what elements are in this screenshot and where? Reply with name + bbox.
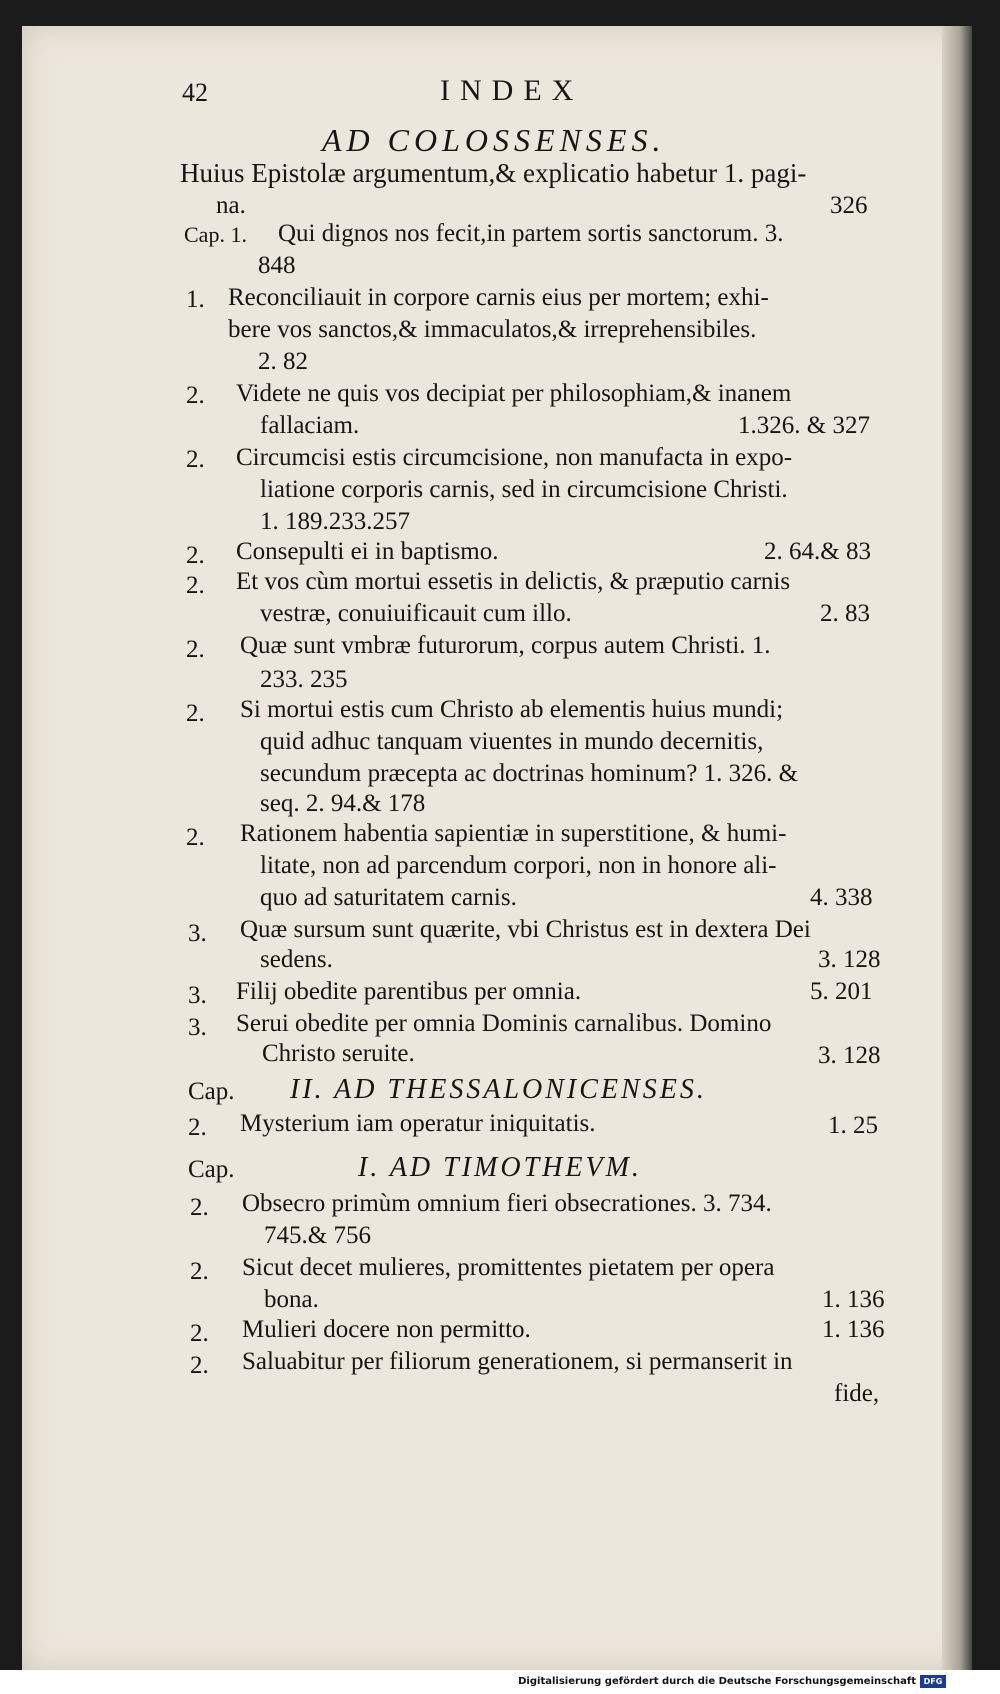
entry-ref: 2. 64.& 83 <box>764 538 871 565</box>
entry-line: Serui obedite per omnia Dominis carnalibus. Domino <box>236 1010 772 1037</box>
entry-line: Mulieri docere non permitto. <box>242 1316 531 1343</box>
entry-line: Circumcisi estis circumcisione, non manufacta in expo- <box>236 444 793 471</box>
entry-line: Filij obedite parentibus per omnia. <box>236 978 582 1005</box>
chapter-label: 2. <box>190 1320 209 1347</box>
entry-line: Si mortui estis cum Christo ab elementis huius mundi; <box>240 696 784 723</box>
entry-line: Saluabitur per filiorum generationem, si permanserit in <box>242 1348 793 1375</box>
entry-line: liatione corporis carnis, sed in circumcisione Christi. <box>260 476 788 503</box>
entry-line: vestræ, conuiuificauit cum illo. <box>260 600 572 627</box>
entry-ref: 5. 201 <box>810 978 873 1005</box>
digitization-credit: Digitalisierung gefördert durch die Deutsche Forschungsgemeinschaft <box>518 1676 916 1687</box>
entry-line: 848 <box>258 252 296 279</box>
entry-line: 233. 235 <box>260 666 348 693</box>
chapter-label: 2. <box>188 1114 207 1141</box>
entry-line: Rationem habentia sapientiæ in superstitione, & humi- <box>240 820 787 847</box>
chapter-label: Cap. 1. <box>184 222 247 247</box>
chapter-label: 2. <box>190 1258 209 1285</box>
entry-line: Mysterium iam operatur iniquitatis. <box>240 1110 596 1137</box>
entry-line: Obsecro primùm omnium fieri obsecrationes. 3. 734. <box>242 1190 772 1217</box>
intro-line: Huius Epistolæ argumentum,& explicatio habetur 1. pagi- <box>180 158 807 188</box>
entry-line: 2. 82 <box>258 348 308 375</box>
entry-line: Consepulti ei in baptismo. <box>236 538 499 565</box>
chapter-label: 2. <box>190 1352 209 1379</box>
chapter-label: 2. <box>186 542 205 569</box>
entry-line: Quæ sursum sunt quærite, vbi Christus est in dextera Dei <box>240 916 811 943</box>
entry-ref: 4. 338 <box>810 884 873 911</box>
chapter-label: 2. <box>186 824 205 851</box>
entry-ref: 1.326. & 327 <box>738 412 870 439</box>
entry-ref: 3. 128 <box>818 1042 881 1069</box>
entry-line: quid adhuc tanquam viuentes in mundo decernitis, <box>260 728 764 755</box>
entry-line: Sicut decet mulieres, promittentes pietatem per opera <box>242 1254 775 1281</box>
chapter-label: 2. <box>186 382 205 409</box>
section-heading-thessalonicenses: II. AD THESSALONICENSES. <box>290 1074 707 1105</box>
entry-line: bere vos sanctos,& immaculatos,& irreprehensibiles. <box>228 316 757 343</box>
entry-line: bona. <box>264 1286 319 1313</box>
entry-ref: 3. 128 <box>818 946 881 973</box>
book-page <box>22 26 972 1670</box>
entry-line: fallaciam. <box>260 412 360 439</box>
entry-line: litate, non ad parcendum corpori, non in honore ali- <box>260 852 777 879</box>
chapter-label: 2. <box>190 1194 209 1221</box>
entry-ref: 1. 25 <box>828 1112 878 1139</box>
chapter-label: 3. <box>188 920 207 947</box>
entry-line: fide, <box>834 1380 880 1407</box>
entry-line: Reconciliauit in corpore carnis eius per mortem; exhi- <box>228 284 769 311</box>
page-number: 42 <box>182 78 208 107</box>
entry-line: Quæ sunt vmbræ futurorum, corpus autem Christi. 1. <box>240 632 771 659</box>
entry-line: 1. 189.233.257 <box>260 508 410 535</box>
section-heading-colossenses: AD COLOSSENSES. <box>322 122 666 158</box>
chapter-label: 2. <box>186 700 205 727</box>
cap-label: Cap. <box>188 1078 235 1105</box>
cap-label: Cap. <box>188 1156 235 1183</box>
chapter-label: 1. <box>186 286 205 313</box>
entry-line: seq. 2. 94.& 178 <box>260 790 426 817</box>
entry-line: Christo seruite. <box>262 1040 415 1067</box>
entry-line: secundum præcepta ac doctrinas hominum? 1. 326. & <box>260 760 799 787</box>
entry-ref: 1. 136 <box>822 1286 885 1313</box>
entry-line: Et vos cùm mortui essetis in delictis, & præputio carnis <box>236 568 791 595</box>
entry-ref: 1. 136 <box>822 1316 885 1343</box>
chapter-label: 2. <box>186 636 205 663</box>
entry-line: Videte ne quis vos decipiat per philosophiam,& inanem <box>236 380 792 407</box>
running-title: INDEX <box>440 74 584 107</box>
entry-line: quo ad saturitatem carnis. <box>260 884 517 911</box>
chapter-label: 3. <box>188 1014 207 1041</box>
chapter-label: 2. <box>186 446 205 473</box>
intro-ref: 326 <box>830 192 868 219</box>
chapter-label: 3. <box>188 982 207 1009</box>
entry-line: 745.& 756 <box>264 1222 371 1249</box>
page-gutter <box>942 26 972 1670</box>
dfg-logo: DFG <box>920 1675 946 1688</box>
chapter-label: 2. <box>186 572 205 599</box>
entry-line: Qui dignos nos fecit,in partem sortis sanctorum. 3. <box>278 220 784 247</box>
entry-ref: 2. 83 <box>820 600 870 627</box>
section-heading-timotheum: I. AD TIMOTHEVM. <box>358 1152 642 1183</box>
entry-line: sedens. <box>260 946 333 973</box>
intro-line: na. <box>216 192 246 219</box>
